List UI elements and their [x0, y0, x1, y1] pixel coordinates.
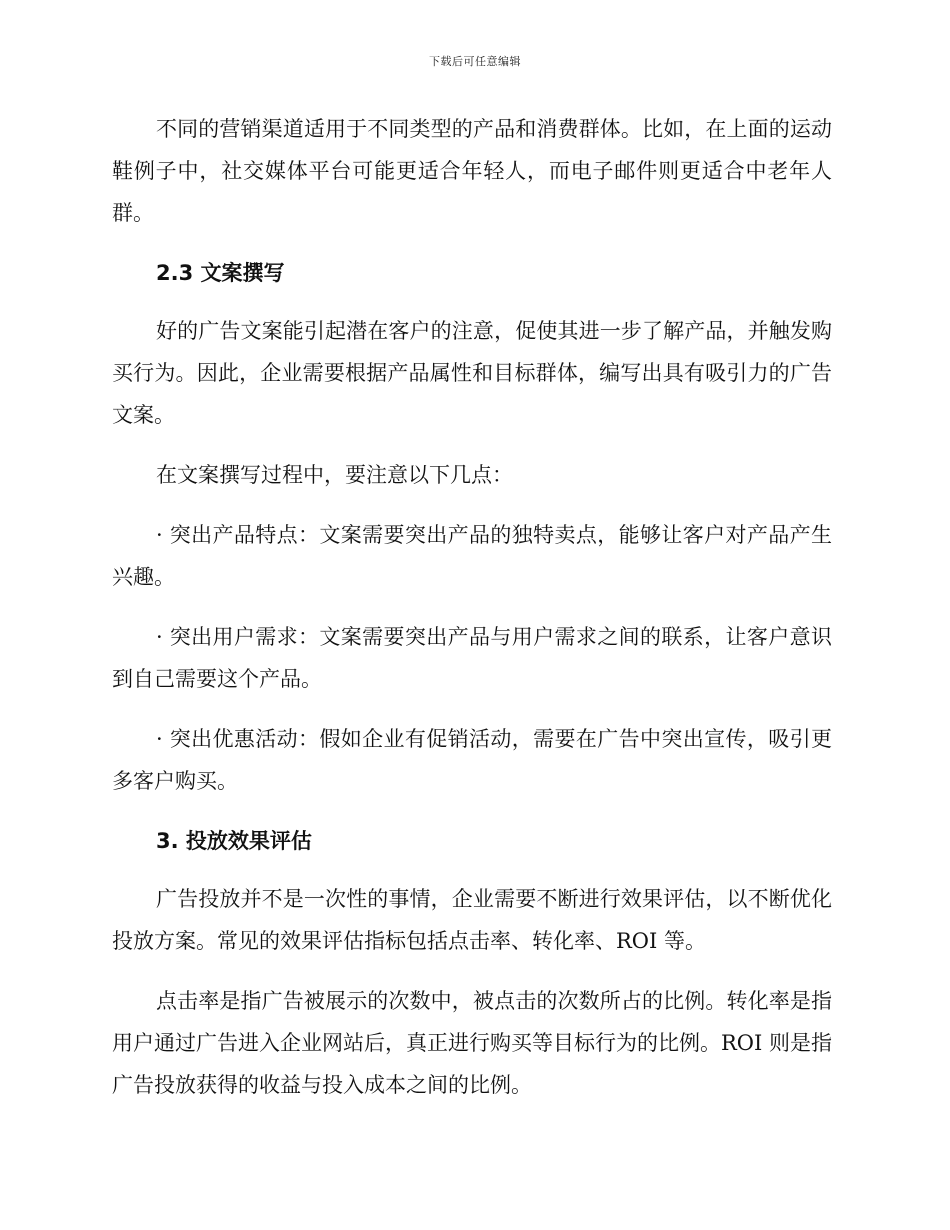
paragraph-metrics-definition: 点击率是指广告被展示的次数中，被点击的次数所占的比例。转化率是指用户通过广告进入企业网站后，真正进行购买等目标行为的比例。ROI 则是指广告投放获得的收益与投入成本之间的比例。 — [112, 989, 832, 1097]
bullet-promotions: · 突出优惠活动：假如企业有促销活动，需要在广告中突出宣传，吸引更多客户购买。 — [112, 727, 832, 793]
paragraph-copywriting-points: 在文案撰写过程中，要注意以下几点： — [156, 463, 513, 487]
section-heading-evaluation: 3. 投放效果评估 — [156, 829, 312, 853]
paragraph-copywriting-intro: 好的广告文案能引起潜在客户的注意，促使其进一步了解产品，并触发购买行为。因此，企业需要根据产品属性和目标群体，编写出具有吸引力的广告文案。 — [112, 319, 832, 427]
bullet-product-features: · 突出产品特点：文案需要突出产品的独特卖点，能够让客户对产品产生兴趣。 — [112, 523, 832, 589]
section-heading-copywriting: 2.3 文案撰写 — [156, 261, 285, 285]
paragraph-evaluation-intro: 广告投放并不是一次性的事情，企业需要不断进行效果评估，以不断优化投放方案。常见的效果评估指标包括点击率、转化率、ROI 等。 — [112, 887, 832, 953]
paragraph-channels: 不同的营销渠道适用于不同类型的产品和消费群体。比如，在上面的运动鞋例子中，社交媒体平台可能更适合年轻人，而电子邮件则更适合中老年人群。 — [112, 117, 832, 225]
document-body — [112, 108, 832, 1124]
page-header: 下载后可任意编辑 — [429, 55, 521, 68]
bullet-user-needs: · 突出用户需求：文案需要突出产品与用户需求之间的联系，让客户意识到自己需要这个产品。 — [112, 625, 832, 691]
